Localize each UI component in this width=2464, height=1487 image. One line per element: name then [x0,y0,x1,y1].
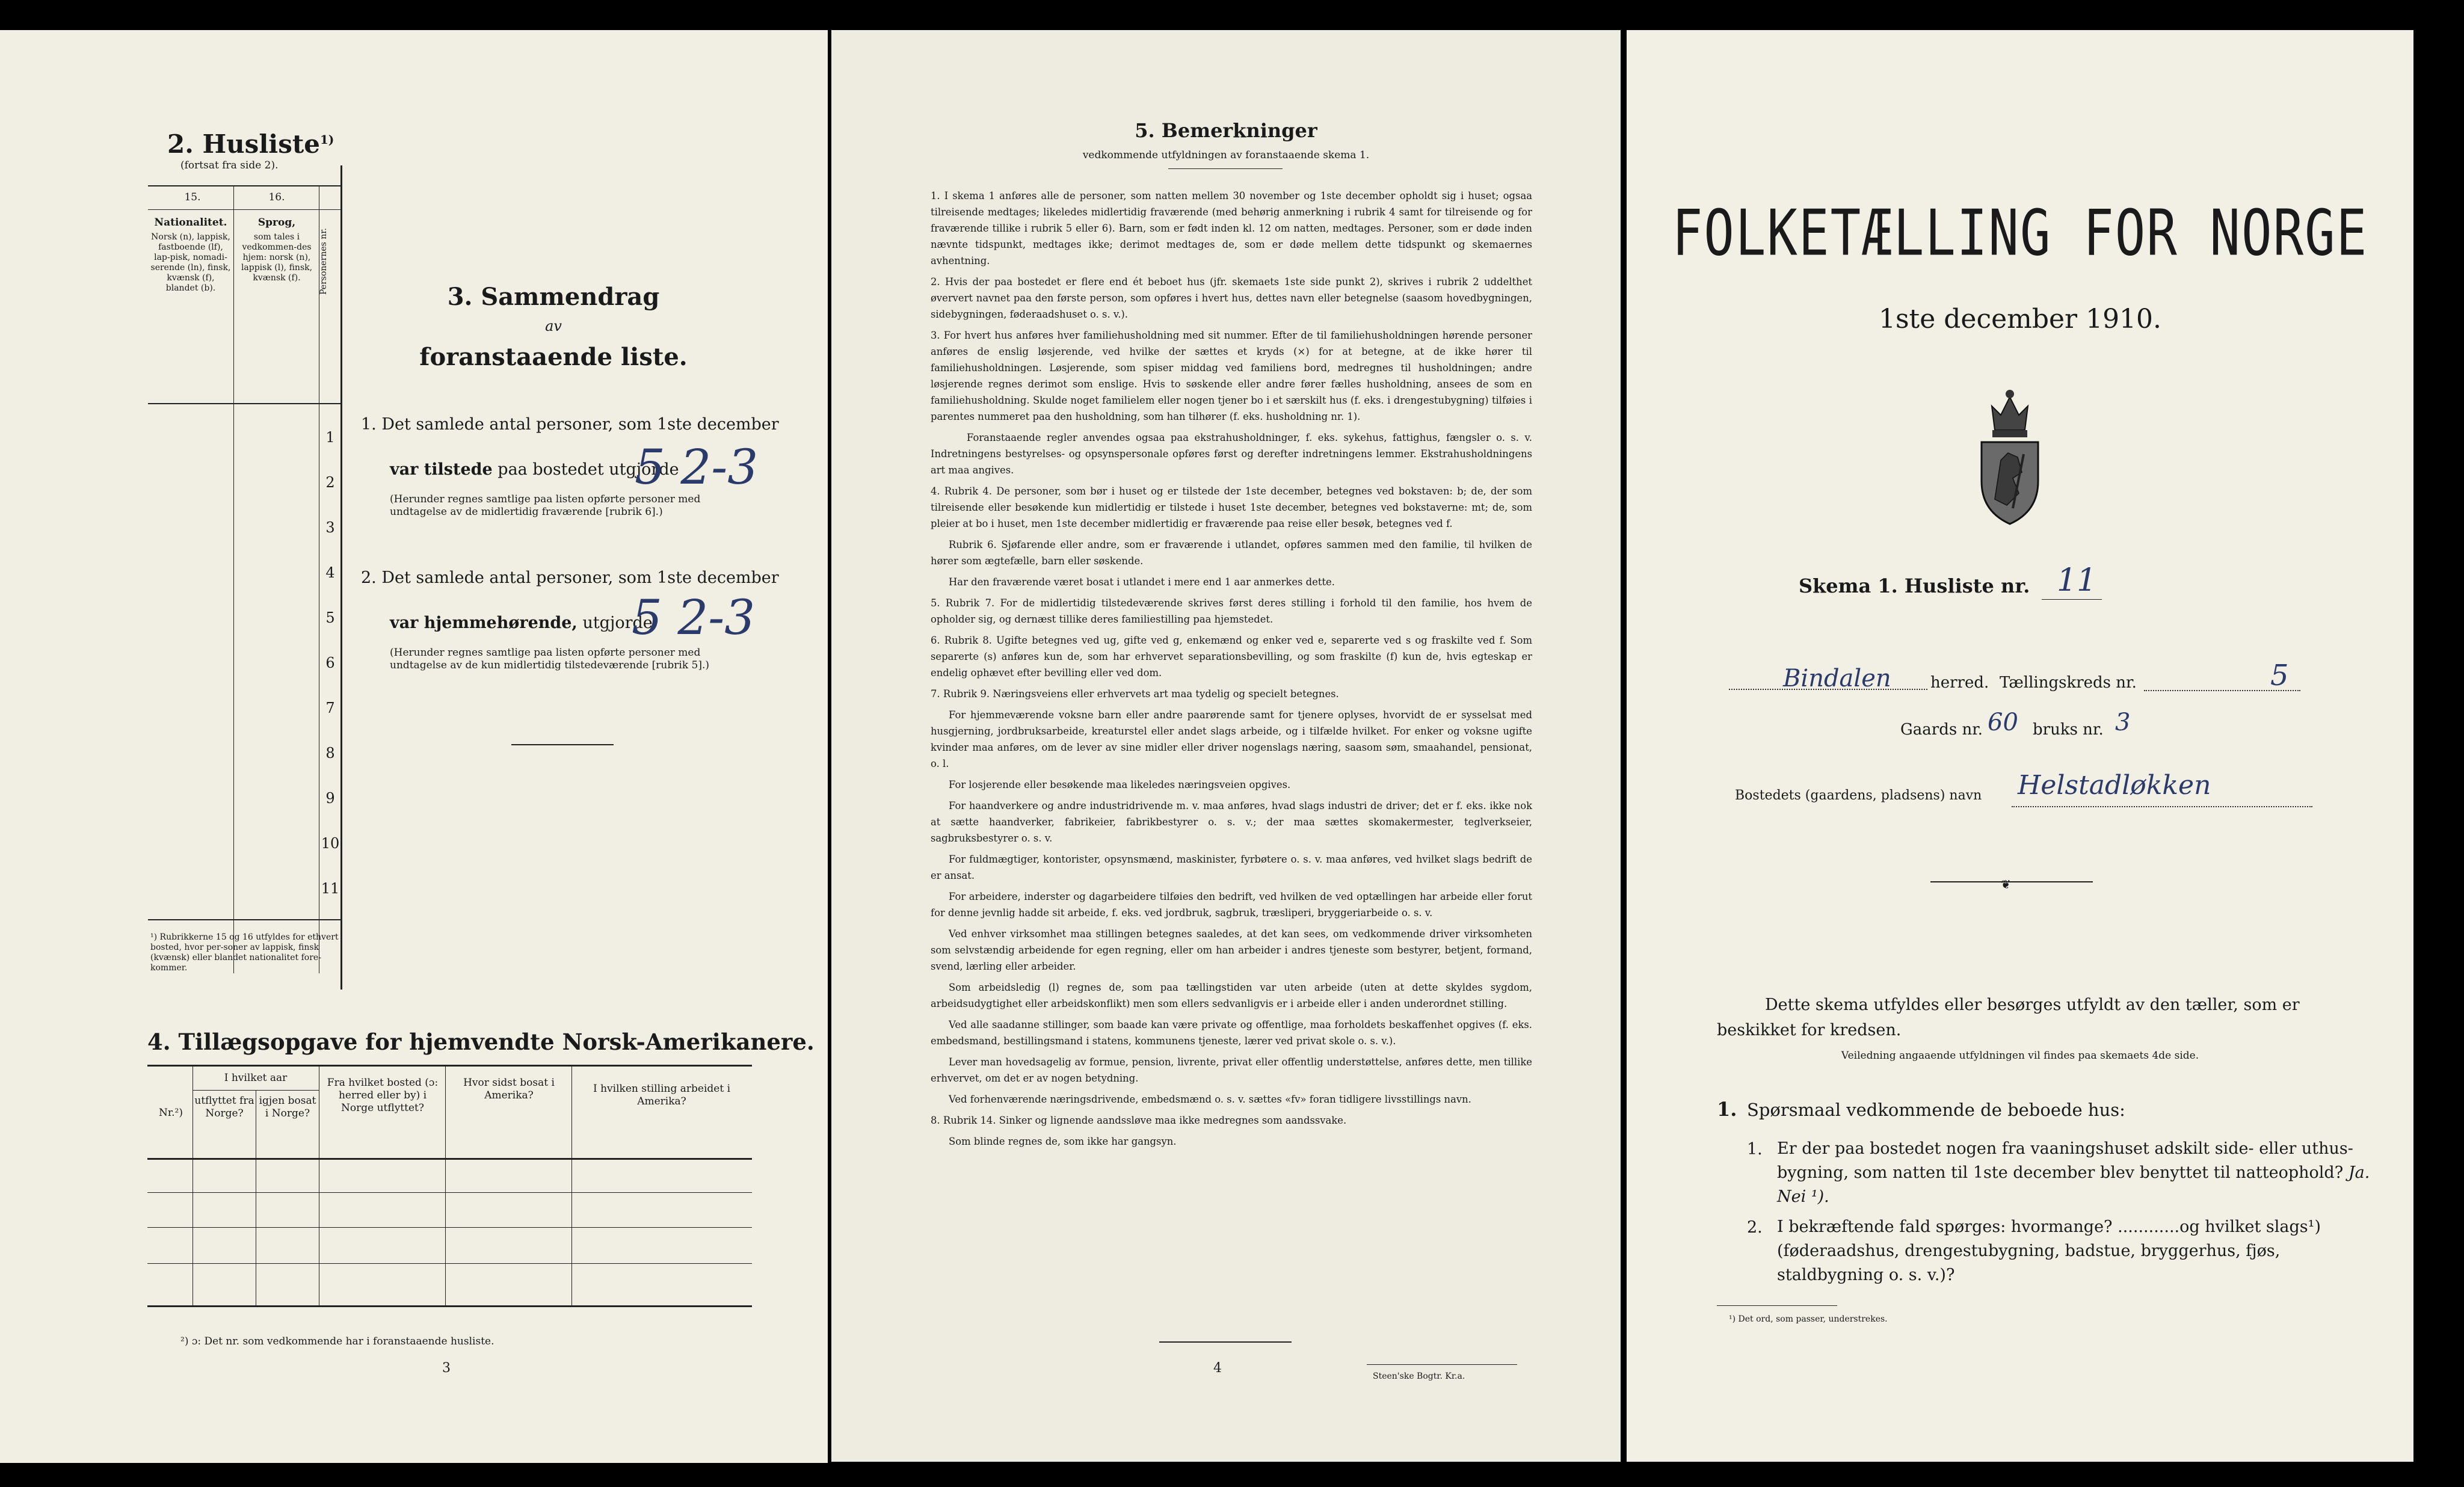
census-title: FOLKETÆLLING FOR NORGE [1672,195,2368,270]
bruks-label: bruks nr. [2033,721,2104,739]
sammendrag-title: 3. Sammendrag [447,283,660,311]
row-number: 7 [325,700,335,716]
tillaeg-col-stilling: I hvilken stilling arbeidet i Amerika? [593,1083,731,1107]
sammendrag-subtitle: foranstaaende liste. [419,343,688,371]
summary-1-value: 5 2-3 [635,439,759,495]
tillaeg-col-fra: Fra hvilket bosted (ɔ: herred eller by) i Norge utflyttet? [327,1077,439,1114]
printer-credit: Steen'ske Bogtr. Kr.a. [1373,1372,1465,1381]
page-right [1627,30,2413,1462]
col15-number: 15. [184,191,201,203]
page-middle [831,30,1621,1462]
bosted-label: Bostedets (gaardens, pladsens) navn [1735,788,1982,803]
ornament-icon: ❦ [2001,877,2011,891]
row-number: 5 [325,609,335,626]
summary-1-line2: var tilstede paa bostedet utgjorde [390,460,679,479]
summary-1-note: (Herunder regnes samtlige paa listen opførte personer med undtagelse av de midlertidig fraværende [rubrik 6].) [390,493,701,518]
remark-paragraph: 2. Hvis der paa bostedet er flere end ét beboet hus (jfr. skemaets 1ste side punkt 2), skrives i rubrik 2 uddelthet øververt navnet paa den første person, som opføres i hvert hus, dettes navn eller betegnelse (saasom hovedbygningen, sidebygningen, føderaadshuset o. s. v.). [931,276,1532,320]
remark-paragraph: Ved forhenværende næringsdrivende, embedsmænd o. s. v. sættes «fv» foran tidligere livsstillings navn. [949,1094,1471,1105]
remark-paragraph: Foranstaaende regler anvendes ogsaa paa ekstrahusholdninger, f. eks. sykehus, fattighus, fængsler o. s. v. Indretningens bestyrelses- og opsynspersonale opføres først og derefter indretningens lemmer. Ekstrahusholdningens art maa angives. [931,432,1532,476]
herred-label: herred. [1930,674,1989,692]
husliste-number-value: 11 [2057,562,2097,599]
remark-paragraph: 8. Rubrik 14. Sinker og lignende aandssløve maa ikke medregnes som aandssvake. [931,1115,1347,1126]
remark-paragraph: 3. For hvert hus anføres hver familiehusholdning med sit nummer. Efter de til familiehusholdningen hørende personer anføres de enslig løsjerende, ved hvilke der sættes et kryds (×) for at betegne, at de ikke hører til familiehusholdningen. Løsjerende, som spiser middag ved familiens bord, medregnes til husholdningen; andre løsjerende regnes derimot som enslige. Hvis to søskende eller andre fører fælles husholdning, ansees de som en familiehusholdning. Skulde noget familielem eller nogen tjener bo i et særskilt hus (f. eks. i drengestubygning) tilføies i parentes nummeret paa den husholdning, som han tilhører (f. eks. husholdning nr. 1). [931,330,1532,422]
tillaeg-col-utflyttet: utflyttet fra Norge? [194,1095,254,1119]
tillaeg-col-sidst: Hvor sidst bosat i Amerika? [463,1077,555,1101]
q1-text: Er der paa bostedet nogen fra vaaningshuset adskilt side- eller uthus-bygning, som natten til 1ste december blev benyttet til natteophold? Ja. Nei ¹). [1777,1139,2370,1206]
question-section-header: Spørsmaal vedkommende de beboede hus: [1747,1100,2125,1120]
herred-value: Bindalen [1783,665,1891,692]
row-number: 1 [325,429,335,446]
row-number: 11 [321,880,340,897]
remark-paragraph: 4. Rubrik 4. De personer, som bør i huset og er tilstede der 1ste december, betegnes ved bokstaven: b; de, der som tilreisende eller besøkende kun midlertidig er tilstede i huset 1ste december, betegnes ved bokstaverne: mt; de, som pleier at bo i huset, men 1ste december midlertidig er fraværende paa reise eller besøk, betegnes ved f. [931,485,1532,529]
kreds-label: Tællingskreds nr. [2000,674,2137,692]
col16-number: 16. [268,191,285,203]
remark-paragraph: 7. Rubrik 9. Næringsveiens eller erhvervets art maa tydelig og specielt betegnes. [931,688,1339,700]
bruks-value: 3 [2115,709,2131,736]
husliste-footnote: ¹) Rubrikkerne 15 og 16 utfyldes for ethvert bosted, hvor per-soner av lappisk, finsk (kvænsk) eller blandet nationalitet fore-kommer. [150,932,339,973]
remark-paragraph: Ved enhver virksomhet maa stillingen betegnes saaledes, at det kan sees, om vedkommende driver virksomheten som selvstændig arbeidende for egen regning, eller om han arbeider i andres tjeneste som bestyrer, betjent, formand, svend, lærling eller arbeider. [931,928,1532,972]
remark-paragraph: 5. Rubrik 7. For de midlertidig tilstedeværende skrives først deres stilling i forhold til den familie, hos hvem de opholder sig, og dernæst tillike deres familiestilling paa hjemstedet. [931,597,1532,625]
tillaeg-footnote: ²) ɔ: Det nr. som vedkommende har i foranstaaende husliste. [180,1335,494,1347]
summary-2-note: (Herunder regnes samtlige paa listen opførte personer med undtagelse av de kun midlertidig tilstedeværende [rubrik 5].) [390,647,710,671]
q1-number: 1. [1747,1140,1763,1159]
remark-paragraph: Ved alle saadanne stillinger, som baade kan være private og offentlige, maa forholdets beskaffenhet opgives (f. eks. embedsmand, bestillingsmand i statens, kommunens tjeneste, lærer ved privat skole o. s. v.). [931,1019,1532,1047]
remark-paragraph: Lever man hovedsagelig av formue, pension, livrente, privat eller offentlig understøttelse, anføres dette, men tillike erhvervet, om det er av nogen betydning. [931,1056,1532,1084]
remark-paragraph: For haandverkere og andre industridrivende m. v. maa anføres, hvad slags industri de driver; det er f. eks. ikke nok at sætte haandverker, fabrikeier, fabrikbestyrer o. s. v.; der maa sættes skomakermester, teglverkseier, sagbruksbestyrer o. s. v. [931,800,1532,844]
husliste-title: 2. Husliste$^{1)}$ [167,129,334,159]
intro-text: Dette skema utfyldes eller besørges utfyldt av den tæller, som er beskikket for kredsen. [1717,996,2300,1039]
kreds-value: 5 [2270,659,2289,692]
remark-paragraph: For hjemmeværende voksne barn eller andre paarørende samt for tjenere oplyses, hvorvidt de er sysselsat med husgjerning, jordbruksarbeide, kreaturstel eller andet slags arbeide, og i tilfælde hvilket. For enker og voksne ugifte kvinder maa anføres, om de lever av sine midler eller driver nogenslags næring, saasom søm, smaahandel, pensionat, o. l. [931,709,1532,769]
q1-answer: Ja. Nei ¹). [1777,1163,2370,1206]
remark-paragraph: For fuldmægtiger, kontorister, opsynsmænd, maskinister, fyrbøtere o. s. v. maa anføres, ved hvilket slags bedrift de er ansat. [931,854,1532,881]
p3-footnote: ¹) Det ord, som passer, understrekes. [1729,1314,1888,1324]
q2-number: 2. [1747,1218,1763,1237]
gaards-label: Gaards nr. [1900,721,1983,739]
census-date: 1ste december 1910. [1878,304,2162,334]
bosted-value: Helstadløkken [2018,770,2211,801]
remark-paragraph: Som arbeidsledig (l) regnes de, som paa tællingstiden var uten arbeide (uten at dette skyldes sygdom, arbeidsudygtighet eller arbeidskonflikt) men som ellers sedvanligvis er i arbeide eller i anden underordnet stilling. [931,982,1532,1009]
tillaeg-title: 4. Tillægsopgave for hjemvendte Norsk-Amerikanere. [147,1029,815,1055]
row-number: 10 [321,835,340,852]
remark-paragraph: 6. Rubrik 8. Ugifte betegnes ved ug, gifte ved g, enkemænd og enker ved e, separerte ved s og fraskilte ved f. Som separerte (s) anføres kun de, som har erhvervet separationsbevilling, og som fraskilte (f) kun de, hvis egteskap er endelig ophævet efter bevilling eller ved dom. [931,635,1532,679]
remark-paragraph: Har den fraværende været bosat i utlandet i mere end 1 aar anmerkes dette. [949,576,1335,588]
tillaeg-col-nr: Nr.²) [159,1107,183,1119]
sammendrag-av: av [545,318,562,334]
page-number-4: 4 [1213,1361,1222,1376]
remark-paragraph: Som blinde regnes de, som ikke har gangsyn. [949,1136,1177,1147]
col16-header: Sprog, [257,217,296,229]
row-number: 9 [325,790,335,807]
veiledning-text: Veiledning angaaende utfyldningen vil findes paa skemaets 4de side. [1841,1050,2199,1062]
remark-paragraph: For losjerende eller besøkende maa likeledes næringsveien opgives. [949,779,1291,790]
row-number: 4 [325,564,335,581]
bemerkninger-subtitle: vedkommende utfyldningen av foranstaaende skema 1. [1082,149,1370,161]
remark-paragraph: 1. I skema 1 anføres alle de personer, som natten mellem 30 november og 1ste december opholdt sig i huset; ogsaa tilreisende medtages; likeledes midlertidig fraværende (med behørig anmerkning i rubrik 4 samt for tilreisende og for fraværende tillike i rubrik 5 eller 6). Barn, som er født inden kl. 12 om natten, medtages. Personer, som er døde inden nævnte tidspunkt, medtages ikke; derimot medtages de, som er døde mellem dette tidspunkt og skemaernes avhentning. [931,190,1532,266]
col16-text: som tales i vedkommen-des hjem: norsk (n), lappisk (l), finsk, kvænsk (f). [241,232,313,283]
skema-label: Skema 1. Husliste nr. [1799,574,2030,597]
col15-header: Nationalitet. [154,217,227,229]
gaards-value: 60 [1988,709,2018,736]
page-number-3: 3 [442,1361,451,1376]
summary-2-value: 5 2-3 [632,590,756,645]
row-numbers [320,415,340,911]
tillaeg-col-aar: I hvilket aar [224,1072,288,1084]
tillaeg-col-igjen: igjen bosat i Norge? [259,1095,316,1119]
summary-1-line1: 1. Det samlede antal personer, som 1ste december [361,415,779,434]
question-section-number: 1. [1717,1098,1737,1121]
summary-2-line2: var hjemmehørende, utgjorde [390,614,653,632]
remark-paragraph: For arbeidere, inderster og dagarbeidere tilføies den bedrift, ved hvilken de ved optællingen har arbeide eller forut for denne jevnlig hadde sit arbeide, f. eks. ved jordbruk, sagbruk, træsliperi, bryggeriarbeide o. s. v. [931,891,1532,919]
col15-text: Norsk (n), lappisk, fastboende (lf), lap-pisk, nomadi-serende (ln), finsk, kvænsk (f), blandet (b). [150,232,231,293]
q2-text: I bekræftende fald spørges: hvormange? ............og hvilket slags¹) (føderaadshus, drengestubygning, badstue, bryggerhus, fjøs, staldbygning o. s. v.)? [1777,1218,2321,1284]
husliste-subtitle: (fortsat fra side 2). [180,159,279,171]
row-number: 3 [325,519,335,536]
row-number: 2 [325,474,335,491]
remark-paragraph: Rubrik 6. Sjøfarende eller andre, som er fraværende i utlandet, opføres sammen med den familie, til hvilken de hører som ægtefælle, barn eller søskende. [931,539,1532,567]
summary-2-line1: 2. Det samlede antal personer, som 1ste december [361,568,779,587]
col-personer-header: Personernes nr. [319,228,328,295]
page-left [0,30,828,1463]
remarks-text [931,188,1532,1154]
row-number: 8 [325,745,335,762]
norway-coat-of-arms-icon [1971,382,2049,526]
bemerkninger-title: 5. Bemerkninger [1135,119,1317,142]
row-number: 6 [325,654,335,671]
